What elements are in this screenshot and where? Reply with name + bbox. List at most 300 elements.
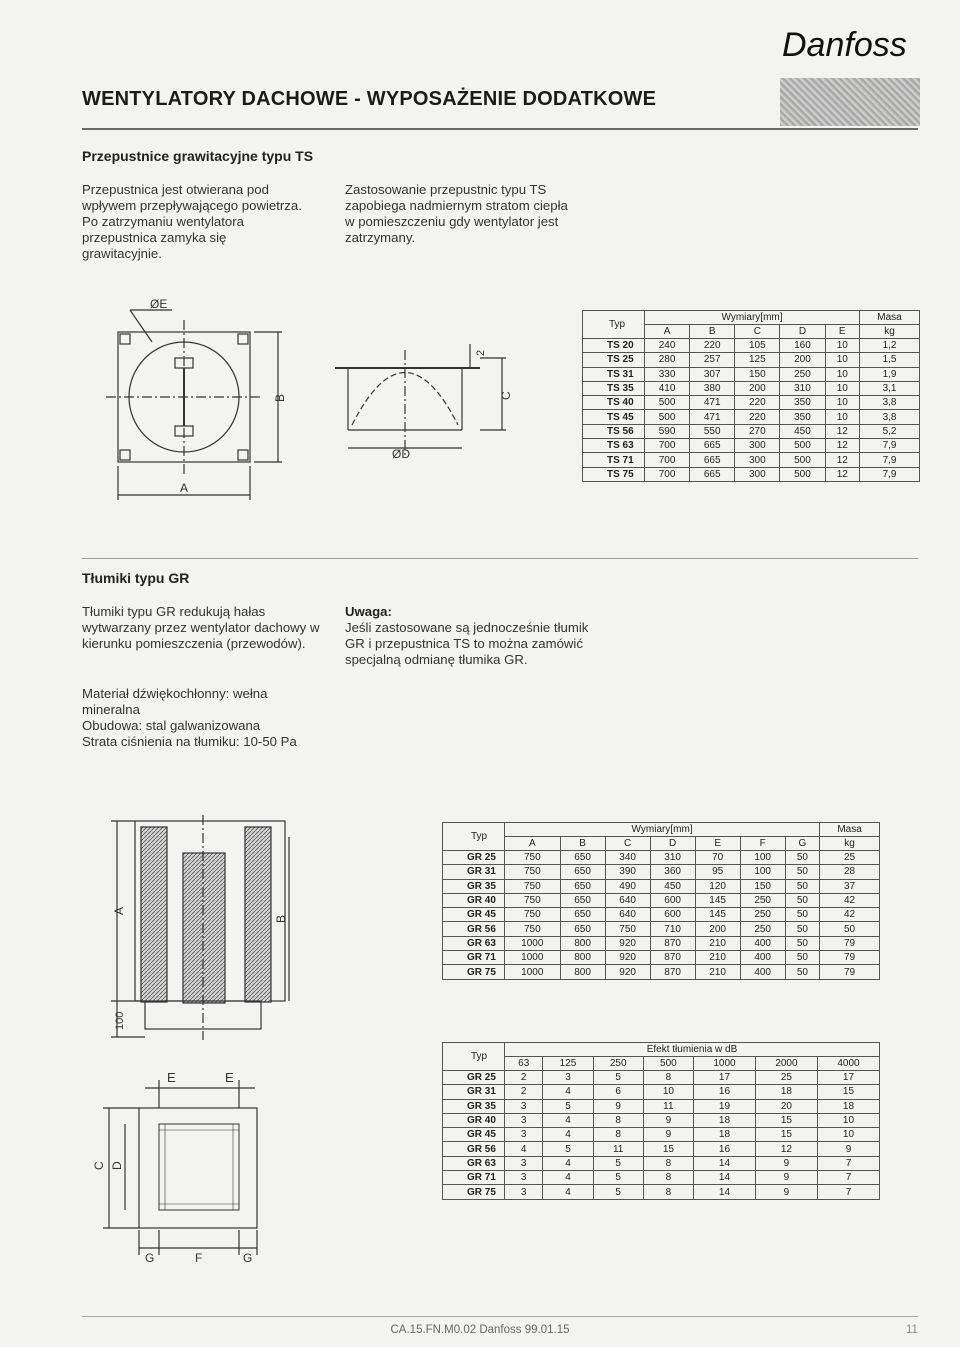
- value-cell: 14: [693, 1156, 755, 1170]
- value-cell: 10: [825, 353, 860, 367]
- value-cell: 920: [605, 965, 650, 979]
- value-cell: 9: [755, 1185, 817, 1199]
- value-cell: 20: [755, 1099, 817, 1113]
- col-header: 250: [593, 1057, 643, 1071]
- col-header: D: [650, 837, 695, 851]
- value-cell: 700: [645, 439, 690, 453]
- value-cell: 750: [505, 908, 561, 922]
- gr-material: Materiał dźwiękochłonny: wełna mineralna: [82, 686, 268, 717]
- value-cell: 500: [780, 467, 825, 481]
- value-cell: 4: [543, 1171, 593, 1185]
- ts-mass-header: Masa: [860, 311, 920, 325]
- value-cell: 800: [560, 936, 605, 950]
- value-cell: 5: [543, 1142, 593, 1156]
- mass-cell: 79: [820, 965, 880, 979]
- col-header: kg: [820, 837, 880, 851]
- page-title: WENTYLATORY DACHOWE - WYPOSAŻENIE DODATKOWE: [82, 88, 657, 110]
- mass-cell: 5,2: [860, 424, 920, 438]
- value-cell: 9: [593, 1099, 643, 1113]
- row-type-cell: TS 71: [583, 453, 645, 467]
- gr-dim-g2-label: G: [243, 1251, 253, 1265]
- value-cell: 8: [593, 1128, 643, 1142]
- value-cell: 9: [643, 1113, 693, 1127]
- value-cell: 4: [543, 1156, 593, 1170]
- col-header: D: [780, 325, 825, 339]
- table-row: [443, 1156, 880, 1170]
- row-type-cell: GR 35: [443, 1099, 505, 1113]
- col-header: B: [560, 837, 605, 851]
- value-cell: 400: [740, 965, 785, 979]
- col-header: A: [505, 837, 561, 851]
- dim-phi-e-label: ØE: [150, 297, 168, 311]
- value-cell: 10: [825, 410, 860, 424]
- value-cell: 9: [755, 1171, 817, 1185]
- value-cell: 10: [825, 367, 860, 381]
- col-header: B: [690, 325, 735, 339]
- value-cell: 600: [650, 908, 695, 922]
- ts-section-title: Przepustnice grawitacyjne typu TS: [82, 148, 314, 164]
- col-header: 500: [643, 1057, 693, 1071]
- value-cell: 650: [560, 865, 605, 879]
- value-cell: 750: [505, 865, 561, 879]
- col-header: 4000: [817, 1057, 879, 1071]
- value-cell: 920: [605, 936, 650, 950]
- col-header: C: [735, 325, 780, 339]
- value-cell: 15: [643, 1142, 693, 1156]
- value-cell: 18: [817, 1099, 879, 1113]
- value-cell: 100: [740, 851, 785, 865]
- value-cell: 750: [505, 922, 561, 936]
- value-cell: 10: [825, 396, 860, 410]
- gr-dim-100-label: 100: [114, 1011, 126, 1030]
- mass-cell: 42: [820, 908, 880, 922]
- gr-dim-e2-label: E: [225, 1070, 234, 1085]
- value-cell: 200: [735, 381, 780, 395]
- danfoss-logo: [776, 18, 926, 66]
- row-type-cell: GR 71: [443, 951, 505, 965]
- value-cell: 500: [780, 453, 825, 467]
- mass-cell: 1,5: [860, 353, 920, 367]
- value-cell: 18: [755, 1085, 817, 1099]
- value-cell: 665: [690, 439, 735, 453]
- value-cell: 800: [560, 965, 605, 979]
- header-scan-texture: [780, 78, 920, 126]
- value-cell: 150: [740, 879, 785, 893]
- value-cell: 750: [505, 851, 561, 865]
- value-cell: 500: [780, 439, 825, 453]
- value-cell: 330: [645, 367, 690, 381]
- value-cell: 1000: [505, 936, 561, 950]
- value-cell: 17: [817, 1071, 879, 1085]
- value-cell: 210: [695, 965, 740, 979]
- value-cell: 105: [735, 339, 780, 353]
- gr-dim-c-label: C: [92, 1161, 106, 1170]
- value-cell: 250: [780, 367, 825, 381]
- value-cell: 390: [605, 865, 650, 879]
- gr-dim-a-label: A: [112, 906, 126, 915]
- value-cell: 12: [825, 424, 860, 438]
- title-rule: [82, 128, 918, 130]
- table-row: [443, 851, 880, 865]
- value-cell: 50: [785, 936, 819, 950]
- col-header: F: [740, 837, 785, 851]
- value-cell: 25: [755, 1071, 817, 1085]
- value-cell: 500: [645, 396, 690, 410]
- value-cell: 590: [645, 424, 690, 438]
- value-cell: 18: [693, 1128, 755, 1142]
- value-cell: 8: [643, 1156, 693, 1170]
- value-cell: 650: [560, 879, 605, 893]
- value-cell: 250: [740, 908, 785, 922]
- value-cell: 7: [817, 1171, 879, 1185]
- mass-cell: 7,9: [860, 453, 920, 467]
- value-cell: 145: [695, 908, 740, 922]
- row-type-cell: TS 63: [583, 439, 645, 453]
- value-cell: 14: [693, 1171, 755, 1185]
- value-cell: 70: [695, 851, 740, 865]
- value-cell: 650: [560, 893, 605, 907]
- col-header: kg: [860, 325, 920, 339]
- table-row: [583, 439, 920, 453]
- table-row: [443, 1171, 880, 1185]
- value-cell: 257: [690, 353, 735, 367]
- row-type-cell: GR 63: [443, 936, 505, 950]
- value-cell: 710: [650, 922, 695, 936]
- value-cell: 380: [690, 381, 735, 395]
- mass-cell: 79: [820, 936, 880, 950]
- gr-section-title: Tłumiki typu GR: [82, 570, 190, 586]
- value-cell: 220: [735, 396, 780, 410]
- row-type-cell: GR 25: [443, 1071, 505, 1085]
- value-cell: 471: [690, 410, 735, 424]
- att-group-header: Efekt tłumienia w dB: [505, 1043, 880, 1057]
- row-type-cell: TS 75: [583, 467, 645, 481]
- value-cell: 250: [740, 922, 785, 936]
- gr-dim-b-label: B: [274, 914, 288, 923]
- gr-description: Tłumiki typu GR redukują hałas wytwarzany przez wentylator dachowy w kierunku pomieszczenia (przewodów).: [82, 604, 320, 651]
- value-cell: 50: [785, 879, 819, 893]
- value-cell: 50: [785, 965, 819, 979]
- table-row: [443, 1085, 880, 1099]
- value-cell: 650: [560, 922, 605, 936]
- gr-dim-f-label: F: [195, 1251, 203, 1265]
- value-cell: 410: [645, 381, 690, 395]
- ts-description-right: Zastosowanie przepustnic typu TS zapobiega nadmiernym stratom ciepła w pomieszczeniu gdy wentylator jest zatrzymany.: [345, 182, 568, 245]
- value-cell: 3: [505, 1113, 543, 1127]
- row-type-cell: TS 56: [583, 424, 645, 438]
- gr-dimension-table: [442, 822, 880, 980]
- value-cell: 5: [593, 1156, 643, 1170]
- mass-cell: 42: [820, 893, 880, 907]
- col-header: 2000: [755, 1057, 817, 1071]
- value-cell: 19: [693, 1099, 755, 1113]
- value-cell: 6: [593, 1085, 643, 1099]
- col-header: G: [785, 837, 819, 851]
- value-cell: 920: [605, 951, 650, 965]
- value-cell: 9: [817, 1142, 879, 1156]
- row-type-cell: GR 75: [443, 965, 505, 979]
- value-cell: 750: [505, 893, 561, 907]
- value-cell: 750: [505, 879, 561, 893]
- value-cell: 471: [690, 396, 735, 410]
- value-cell: 120: [695, 879, 740, 893]
- footer-code: CA.15.FN.M0.02 Danfoss 99.01.15: [390, 1324, 570, 1336]
- value-cell: 3: [505, 1185, 543, 1199]
- value-cell: 11: [643, 1099, 693, 1113]
- value-cell: 12: [755, 1142, 817, 1156]
- row-type-cell: GR 40: [443, 893, 505, 907]
- value-cell: 350: [780, 396, 825, 410]
- table-row: [443, 879, 880, 893]
- table-row: [583, 339, 920, 353]
- table-row: [443, 1142, 880, 1156]
- value-cell: 50: [785, 851, 819, 865]
- dim-phi-d-label: ØD: [392, 447, 410, 461]
- row-type-cell: TS 45: [583, 410, 645, 424]
- value-cell: 50: [785, 908, 819, 922]
- gr-note-title: Uwaga:: [345, 604, 392, 619]
- row-type-cell: TS 40: [583, 396, 645, 410]
- row-type-cell: GR 31: [443, 1085, 505, 1099]
- value-cell: 8: [593, 1113, 643, 1127]
- table-row: [443, 1185, 880, 1199]
- value-cell: 15: [755, 1113, 817, 1127]
- table-row: [583, 467, 920, 481]
- row-type-cell: GR 45: [443, 908, 505, 922]
- table-row: [443, 908, 880, 922]
- table-row: [443, 893, 880, 907]
- table-row: [443, 1128, 880, 1142]
- row-type-cell: GR 75: [443, 1185, 505, 1199]
- value-cell: 280: [645, 353, 690, 367]
- row-type-cell: TS 31: [583, 367, 645, 381]
- value-cell: 360: [650, 865, 695, 879]
- value-cell: 270: [735, 424, 780, 438]
- value-cell: 4: [543, 1128, 593, 1142]
- value-cell: 50: [785, 865, 819, 879]
- dim-b-label: B: [273, 393, 287, 402]
- dim-a-label: A: [180, 481, 189, 495]
- value-cell: 3: [505, 1171, 543, 1185]
- gr-dim-d-label: D: [110, 1161, 124, 1170]
- gr-group-header: Wymiary[mm]: [505, 823, 820, 837]
- ts-front-view-drawing: [100, 290, 300, 510]
- value-cell: 870: [650, 951, 695, 965]
- gr-pressure-loss: Strata ciśnienia na tłumiku: 10-50 Pa: [82, 734, 297, 749]
- row-type-cell: GR 25: [443, 851, 505, 865]
- value-cell: 3: [543, 1071, 593, 1085]
- section-divider: [82, 558, 918, 559]
- col-header: 63: [505, 1057, 543, 1071]
- mass-cell: 1,2: [860, 339, 920, 353]
- table-row: [583, 353, 920, 367]
- value-cell: 500: [645, 410, 690, 424]
- value-cell: 350: [780, 410, 825, 424]
- table-row: [583, 410, 920, 424]
- value-cell: 12: [825, 467, 860, 481]
- row-type-cell: TS 25: [583, 353, 645, 367]
- value-cell: 10: [817, 1113, 879, 1127]
- gr-typ-header: Typ: [443, 823, 505, 851]
- logo-text: Danfoss: [782, 26, 907, 64]
- value-cell: 100: [740, 865, 785, 879]
- value-cell: 650: [560, 851, 605, 865]
- att-typ-header: Typ: [443, 1043, 505, 1071]
- value-cell: 240: [645, 339, 690, 353]
- ts-dimension-table: [582, 310, 920, 482]
- value-cell: 16: [693, 1085, 755, 1099]
- row-type-cell: GR 71: [443, 1171, 505, 1185]
- value-cell: 665: [690, 453, 735, 467]
- value-cell: 5: [593, 1185, 643, 1199]
- value-cell: 125: [735, 353, 780, 367]
- value-cell: 16: [693, 1142, 755, 1156]
- value-cell: 300: [735, 439, 780, 453]
- value-cell: 300: [735, 453, 780, 467]
- ts-group-header: Wymiary[mm]: [645, 311, 860, 325]
- value-cell: 450: [650, 879, 695, 893]
- table-row: [583, 424, 920, 438]
- row-type-cell: TS 35: [583, 381, 645, 395]
- value-cell: 400: [740, 936, 785, 950]
- col-header: 1000: [693, 1057, 755, 1071]
- table-row: [443, 1099, 880, 1113]
- table-row: [443, 936, 880, 950]
- value-cell: 10: [643, 1085, 693, 1099]
- value-cell: 150: [735, 367, 780, 381]
- value-cell: 9: [755, 1156, 817, 1170]
- mass-cell: 50: [820, 922, 880, 936]
- value-cell: 9: [643, 1128, 693, 1142]
- value-cell: 145: [695, 893, 740, 907]
- gr-dim-e1-label: E: [167, 1070, 176, 1085]
- value-cell: 2: [505, 1071, 543, 1085]
- mass-cell: 28: [820, 865, 880, 879]
- value-cell: 1000: [505, 951, 561, 965]
- page-number: 11: [906, 1324, 918, 1336]
- value-cell: 11: [593, 1142, 643, 1156]
- table-row: [443, 865, 880, 879]
- value-cell: 4: [543, 1113, 593, 1127]
- value-cell: 8: [643, 1185, 693, 1199]
- mass-cell: 37: [820, 879, 880, 893]
- value-cell: 640: [605, 908, 650, 922]
- value-cell: 8: [643, 1071, 693, 1085]
- mass-cell: 3,8: [860, 396, 920, 410]
- dim-c-label: C: [499, 391, 513, 400]
- ts-typ-header: Typ: [583, 311, 645, 339]
- mass-cell: 1,9: [860, 367, 920, 381]
- value-cell: 600: [650, 893, 695, 907]
- value-cell: 210: [695, 951, 740, 965]
- value-cell: 18: [693, 1113, 755, 1127]
- value-cell: 2: [505, 1085, 543, 1099]
- row-type-cell: GR 45: [443, 1128, 505, 1142]
- value-cell: 650: [560, 908, 605, 922]
- gr-dim-g1-label: G: [145, 1251, 155, 1265]
- value-cell: 4: [543, 1085, 593, 1099]
- value-cell: 12: [825, 439, 860, 453]
- value-cell: 50: [785, 951, 819, 965]
- value-cell: 3: [505, 1128, 543, 1142]
- value-cell: 17: [693, 1071, 755, 1085]
- mass-cell: 7,9: [860, 439, 920, 453]
- value-cell: 5: [543, 1099, 593, 1113]
- value-cell: 5: [593, 1071, 643, 1085]
- table-row: [583, 381, 920, 395]
- mass-cell: 25: [820, 851, 880, 865]
- table-row: [443, 1113, 880, 1127]
- value-cell: 700: [645, 453, 690, 467]
- value-cell: 4: [505, 1142, 543, 1156]
- value-cell: 300: [735, 467, 780, 481]
- value-cell: 1000: [505, 965, 561, 979]
- gr-housing: Obudowa: stal galwanizowana: [82, 718, 261, 733]
- value-cell: 640: [605, 893, 650, 907]
- row-type-cell: GR 40: [443, 1113, 505, 1127]
- col-header: C: [605, 837, 650, 851]
- value-cell: 14: [693, 1185, 755, 1199]
- gr-attenuation-table: [442, 1042, 880, 1200]
- value-cell: 50: [785, 893, 819, 907]
- value-cell: 800: [560, 951, 605, 965]
- mass-cell: 3,8: [860, 410, 920, 424]
- value-cell: 8: [643, 1171, 693, 1185]
- value-cell: 15: [817, 1085, 879, 1099]
- value-cell: 7: [817, 1185, 879, 1199]
- value-cell: 400: [740, 951, 785, 965]
- value-cell: 3: [505, 1099, 543, 1113]
- value-cell: 50: [785, 922, 819, 936]
- value-cell: 5: [593, 1171, 643, 1185]
- table-row: [443, 965, 880, 979]
- footer-rule: [82, 1316, 918, 1317]
- table-row: [443, 951, 880, 965]
- value-cell: 10: [825, 339, 860, 353]
- row-type-cell: GR 35: [443, 879, 505, 893]
- value-cell: 210: [695, 936, 740, 950]
- row-type-cell: GR 56: [443, 922, 505, 936]
- table-row: [443, 922, 880, 936]
- value-cell: 550: [690, 424, 735, 438]
- value-cell: 340: [605, 851, 650, 865]
- mass-cell: 7,9: [860, 467, 920, 481]
- row-type-cell: GR 63: [443, 1156, 505, 1170]
- col-header: A: [645, 325, 690, 339]
- mass-cell: 3,1: [860, 381, 920, 395]
- value-cell: 200: [780, 353, 825, 367]
- value-cell: 10: [817, 1128, 879, 1142]
- value-cell: 450: [780, 424, 825, 438]
- mass-cell: 79: [820, 951, 880, 965]
- value-cell: 307: [690, 367, 735, 381]
- table-row: [583, 396, 920, 410]
- gr-mass-header: Masa: [820, 823, 880, 837]
- value-cell: 310: [780, 381, 825, 395]
- value-cell: 870: [650, 965, 695, 979]
- dim-two-label: 2: [475, 349, 487, 356]
- value-cell: 310: [650, 851, 695, 865]
- value-cell: 250: [740, 893, 785, 907]
- value-cell: 95: [695, 865, 740, 879]
- row-type-cell: GR 56: [443, 1142, 505, 1156]
- table-row: [583, 453, 920, 467]
- value-cell: 10: [825, 381, 860, 395]
- gr-side-view-drawing: [95, 815, 310, 1045]
- col-header: E: [825, 325, 860, 339]
- table-row: [443, 1071, 880, 1085]
- value-cell: 200: [695, 922, 740, 936]
